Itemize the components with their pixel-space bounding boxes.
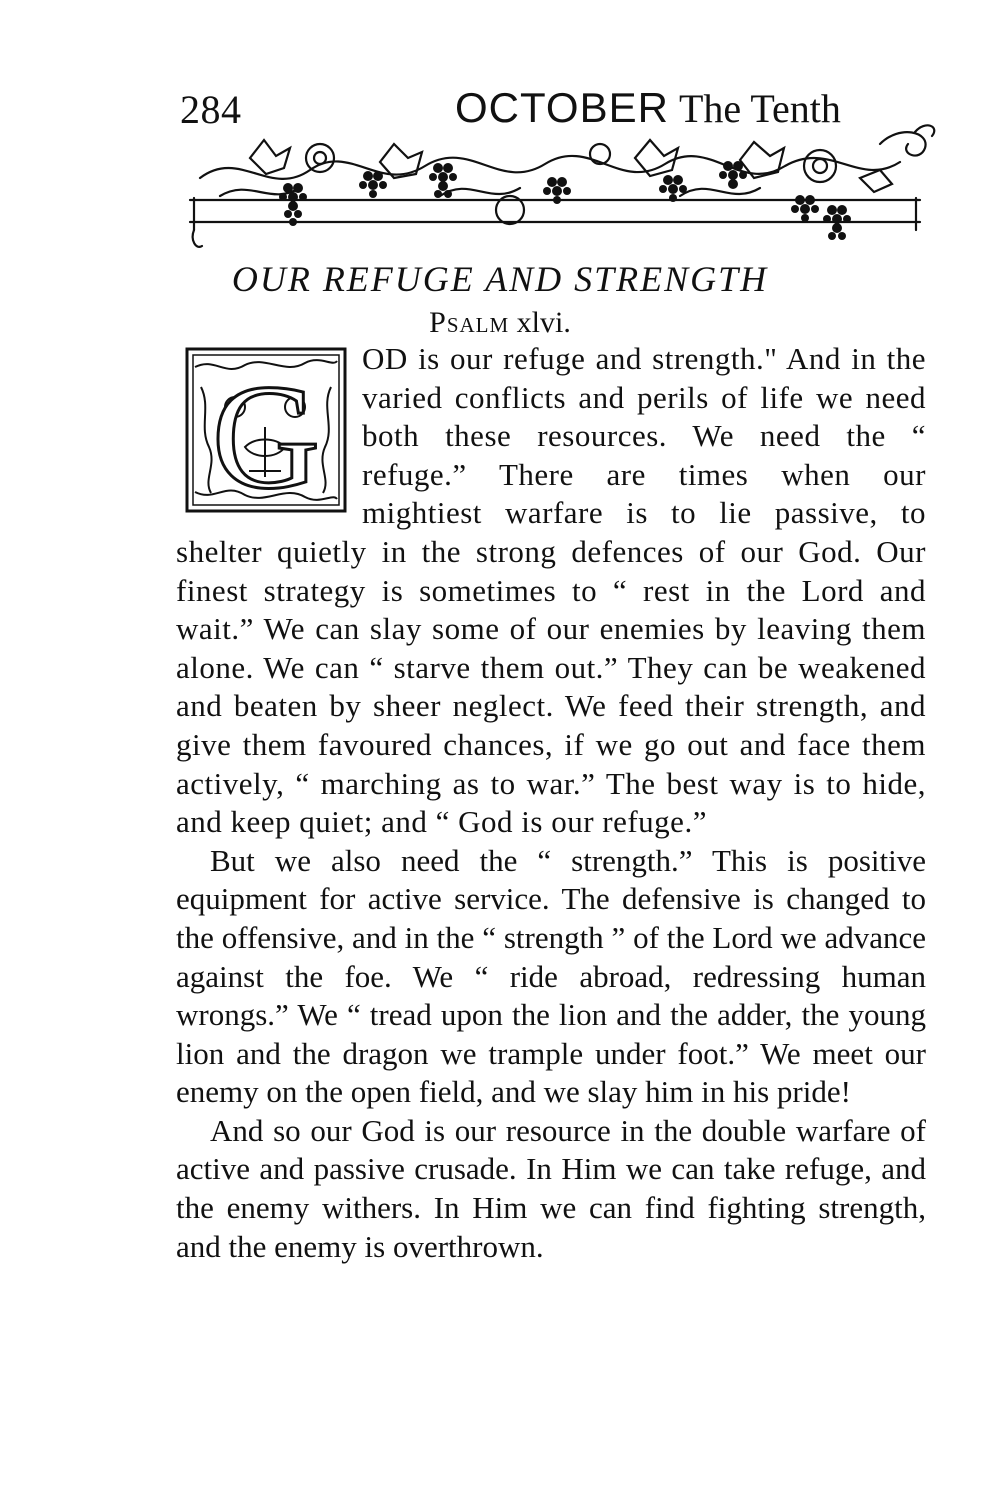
scripture-reference: [0, 305, 1000, 341]
paragraph-1: [176, 340, 926, 842]
body-text: [176, 340, 926, 1266]
paragraph-2: But we also need the “ strength.” This is positive equipment for active service. The defensive is changed to the offensive, and in the “ strength ” of the Lord we advance against the foe. We “ ride abroad, redressing human wrongs.” We “ tread upon the lion and the adder, the young lion and the dragon we trample under foot.” We meet our enemy on the open field, and we slay him in his pride!: [176, 842, 926, 1110]
running-head-month: OCTOBER: [455, 84, 669, 131]
dropcap-letter: G: [211, 354, 321, 517]
running-head-day: The Tenth: [678, 86, 841, 131]
scripture-book: Psalm: [429, 306, 510, 339]
scripture-number: xlvi.: [516, 306, 571, 339]
paragraph-text: OD is our refuge and strength." And in the varied conflicts and perils of life we need both these resources. We need the “ refuge.” There are times when our mightiest warfare is to lie passive, to shelter quietly in the strong defences of our God. Our finest strategy is sometimes to “ rest in the Lord and wait.” We can slay some of our enemies by leaving them alone. We can “ starve them out.” They can be weakened and beaten by sheer neglect. We feed their strength, and give them favoured chances, if we go out and face them actively, “ marching as to war.” The best way is to hide, and keep quiet; and “ God is our refuge.”: [176, 341, 926, 840]
page-number: 284: [180, 87, 242, 132]
chapter-title: OUR REFUGE AND STRENGTH: [231, 259, 769, 299]
vine-ornament-banner: [180, 118, 940, 258]
dropcap-space: [176, 340, 356, 528]
paragraph-3: And so our God is our resource in the double warfare of active and passive crusade. In Him we can take refuge, and the enemy withers. In Him we can find fighting strength, and the enemy is overthrown.: [176, 1112, 926, 1264]
